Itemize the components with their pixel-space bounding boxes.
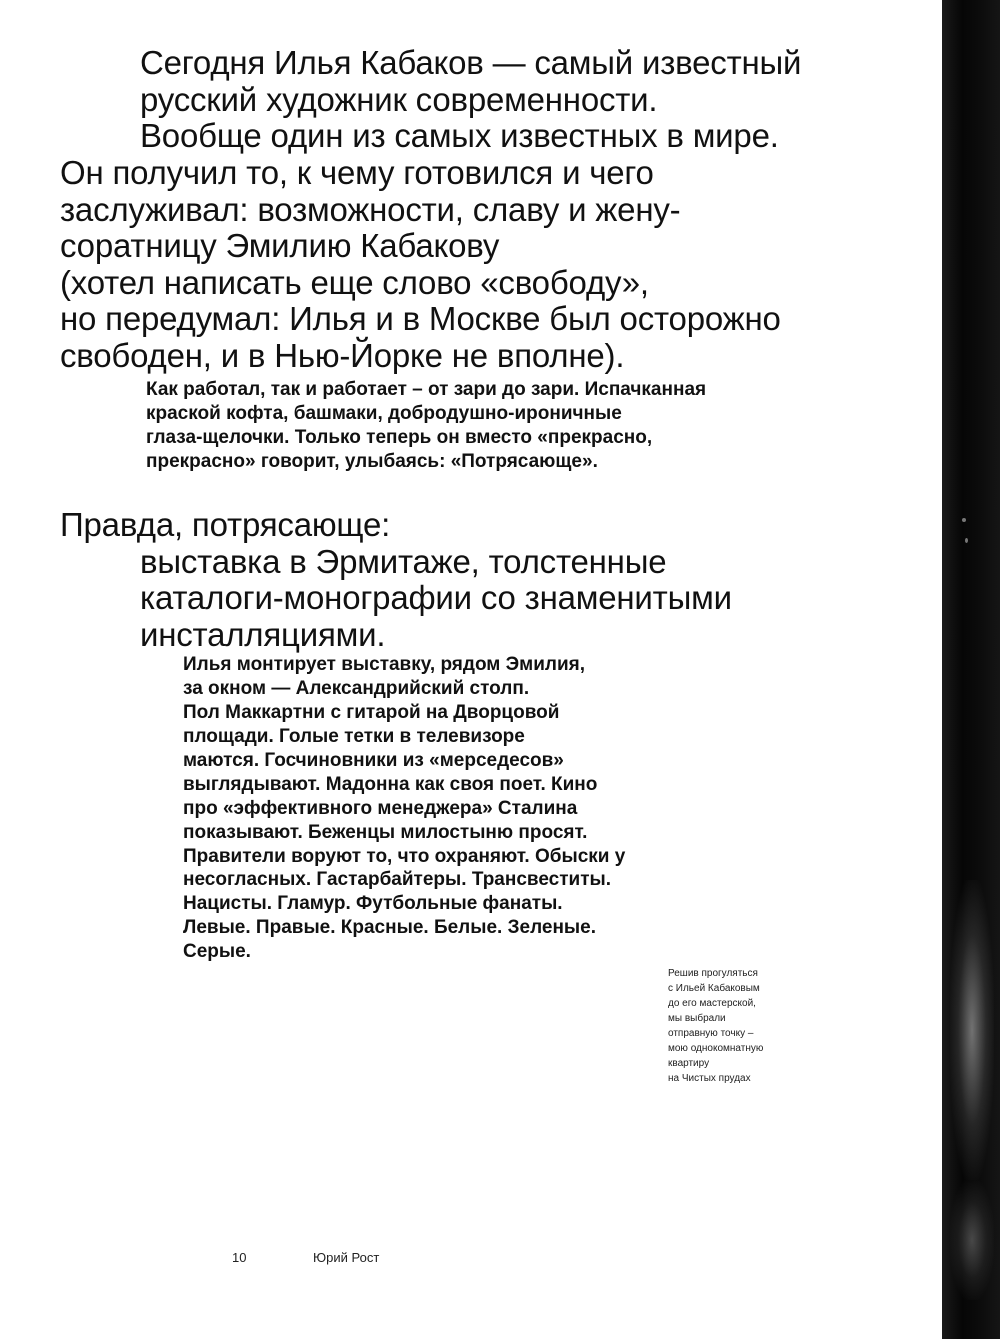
section-line: инсталляциями.	[140, 615, 386, 653]
quote-line: краской кофта, башмаки, добродушно-ироничные	[146, 402, 622, 424]
quote-paragraph-1	[146, 378, 706, 474]
quote-line: маются. Госчиновники из «мерседесов»	[183, 749, 564, 771]
quote-line: выглядывают. Мадонна как своя поет. Кино	[183, 773, 598, 795]
photo-speck	[962, 518, 966, 522]
quote-line: прекрасно» говорит, улыбаясь: «Потрясающе».	[146, 450, 598, 472]
section-line: выставка в Эрмитаже, толстенные	[140, 542, 667, 580]
lead-paragraph	[60, 45, 801, 375]
quote-line: глаза-щелочки. Только теперь он вместо «прекрасно,	[146, 426, 653, 448]
section-paragraph-2	[60, 507, 732, 654]
quote-line: про «эффективного менеджера» Сталина	[183, 797, 578, 819]
quote-line: площади. Голые тетки в телевизоре	[183, 725, 525, 747]
lead-line: соратницу Эмилию Кабакову	[60, 227, 500, 265]
quote-line: Илья монтирует выставку, рядом Эмилия,	[183, 654, 586, 675]
caption-line: Решив прогуляться	[668, 968, 758, 979]
photo-highlight	[950, 880, 994, 1180]
quote-line: Пол Маккартни с гитарой на Дворцовой	[183, 701, 560, 723]
photo-speck	[965, 538, 968, 543]
caption-line: мы выбрали	[668, 1013, 726, 1024]
quote-line: несогласных. Гастарбайтеры. Трансвеститы.	[183, 869, 612, 891]
caption-line: с Ильей Кабаковым	[668, 983, 760, 994]
quote-line: Как работал, так и работает – от зари до зари. Испачканная	[146, 379, 707, 400]
quote-line: Серые.	[183, 941, 251, 963]
quote-line: Левые. Правые. Красные. Белые. Зеленые.	[183, 917, 596, 939]
quote-line: за окном — Александрийский столп.	[183, 677, 530, 699]
lead-line: Он получил то, к чему готовился и чего	[60, 153, 654, 191]
caption-line: мою однокомнатную	[668, 1043, 764, 1054]
section-line: каталоги-монографии со знаменитыми	[140, 579, 732, 617]
lead-line: Сегодня Илья Кабаков — самый известный	[140, 44, 802, 81]
quote-line: Нацисты. Гламур. Футбольные фанаты.	[183, 893, 563, 915]
photo-caption	[668, 966, 763, 1086]
lead-line: заслуживал: возможности, славу и жену-	[60, 190, 681, 228]
caption-line: отправную точку –	[668, 1028, 754, 1039]
lead-line: (хотел написать еще слово «свободу»,	[60, 263, 649, 301]
caption-line: квартиру	[668, 1058, 710, 1069]
quote-line: Правители воруют то, что охраняют. Обыски у	[183, 845, 626, 867]
section-line: Правда, потрясающе:	[60, 506, 391, 543]
lead-line: русский художник современности.	[140, 80, 658, 118]
caption-line: до его мастерской,	[668, 998, 756, 1009]
quote-line: показывают. Беженцы милостыню просят.	[183, 821, 588, 843]
lead-line: свободен, и в Нью-Йорке не вполне).	[60, 337, 625, 374]
photo-edge-image	[942, 0, 1000, 1339]
page-number: 10	[232, 1250, 247, 1265]
photo-highlight	[950, 1180, 994, 1300]
lead-line: но передумал: Илья и в Москве был осторожно	[60, 300, 781, 338]
caption-line: на Чистых прудах	[668, 1073, 751, 1084]
quote-paragraph-2	[183, 653, 625, 964]
lead-line: Вообще один из самых известных в мире.	[140, 117, 779, 155]
author-name: Юрий Рост	[313, 1250, 380, 1265]
